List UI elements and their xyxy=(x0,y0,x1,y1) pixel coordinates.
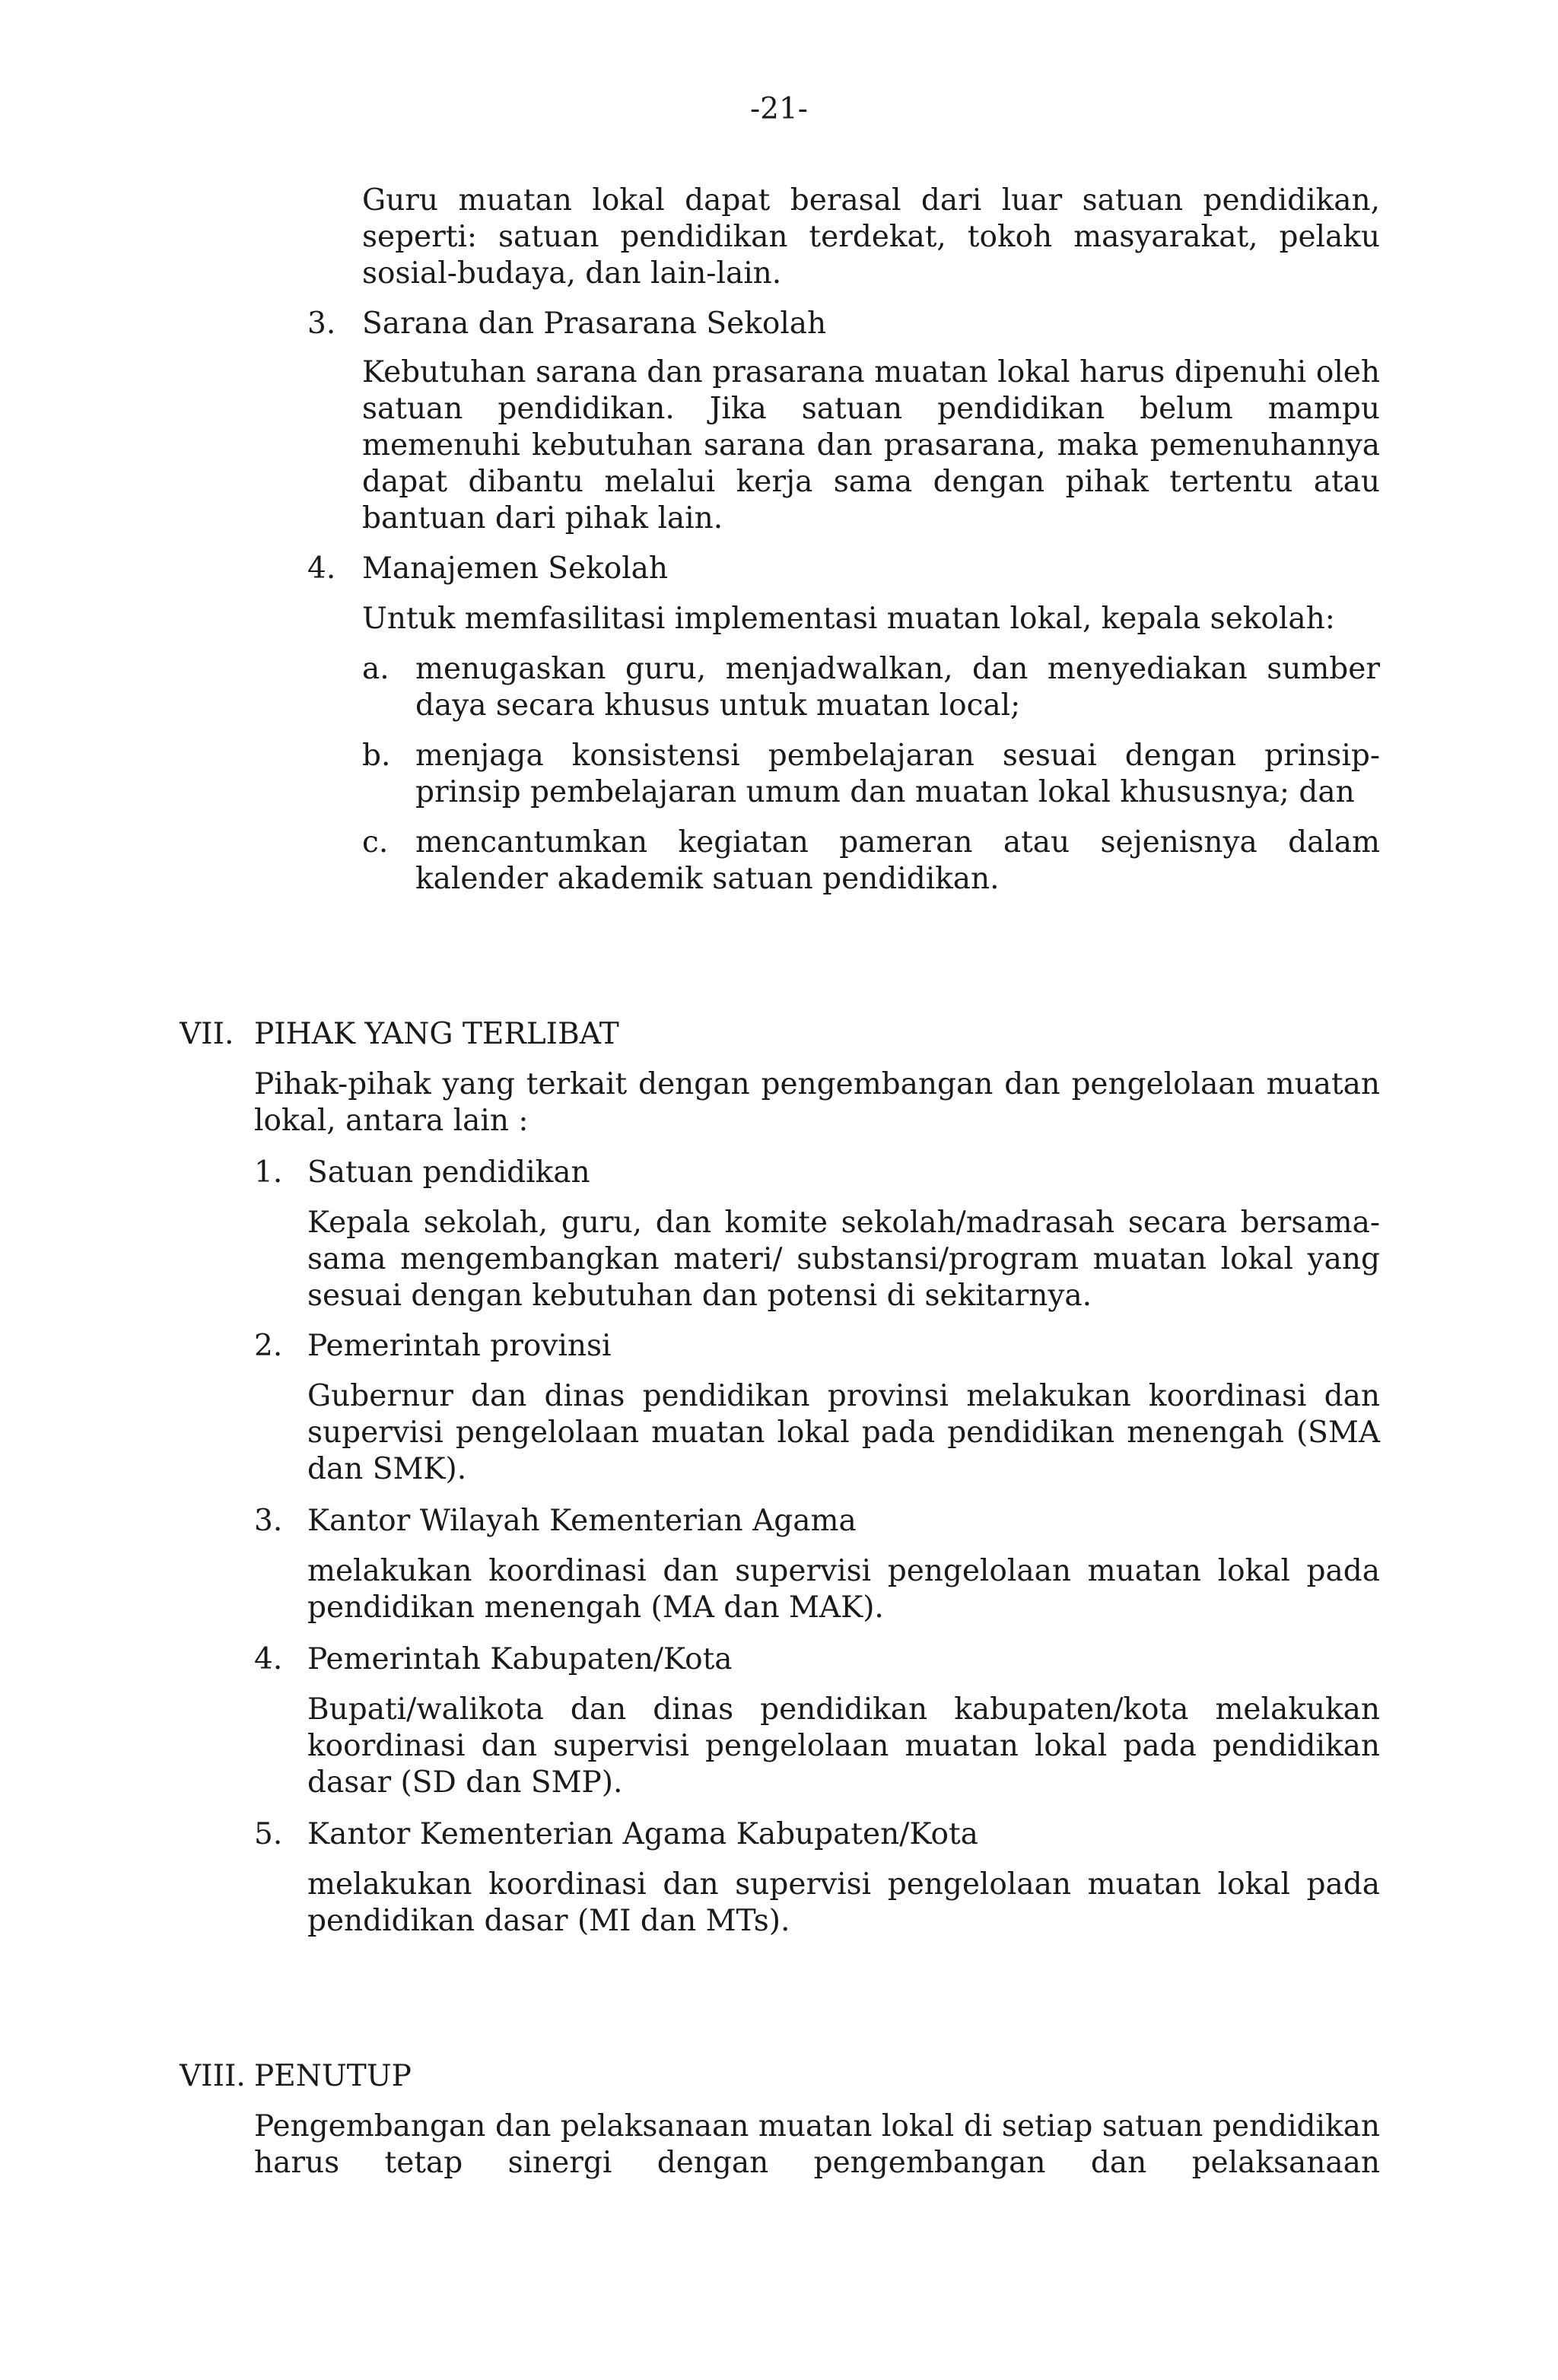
item-title: Pemerintah Kabupaten/Kota xyxy=(307,1642,733,1676)
subitem-text: menugaskan guru, menjadwalkan, dan menyediakan sumber daya secara khusus untuk muatan local; xyxy=(415,652,1380,723)
section-number: VII. xyxy=(180,1017,234,1051)
item-number: 4. xyxy=(254,1642,283,1676)
item-title: Pemerintah provinsi xyxy=(307,1329,612,1363)
closing-paragraph: Pengembangan dan pelaksanaan muatan lokal di setiap satuan pendidikan harus tetap sinergi dengan pengembangan dan pelaksanaan xyxy=(254,2109,1380,2180)
item-number: 5. xyxy=(254,1817,283,1851)
item-title: Sarana dan Prasarana Sekolah xyxy=(362,307,827,341)
section-heading: PENUTUP xyxy=(254,2059,412,2093)
item-number: 3. xyxy=(254,1504,283,1538)
page-number: -21- xyxy=(750,92,808,126)
item-title: Kantor Kementerian Agama Kabupaten/Kota xyxy=(307,1817,978,1851)
item-title: Kantor Wilayah Kementerian Agama xyxy=(307,1504,857,1538)
item-number: 1. xyxy=(254,1155,283,1190)
teacher-intro-paragraph: Guru muatan lokal dapat berasal dari luar satuan pendidikan, seperti: satuan pendidikan terdekat, tokoh masyarakat, pelaku sosial-budaya, dan lain-lain. xyxy=(362,183,1380,291)
subitem-letter: c. xyxy=(362,825,389,860)
subitem-letter: b. xyxy=(362,739,391,773)
item-paragraph: Bupati/walikota dan dinas pendidikan kabupaten/kota melakukan koordinasi dan supervisi pengelolaan muatan lokal pada pendidikan dasar (SD dan SMP). xyxy=(307,1692,1380,1800)
section-heading: PIHAK YANG TERLIBAT xyxy=(254,1017,619,1051)
item-paragraph: melakukan koordinasi dan supervisi pengelolaan muatan lokal pada pendidikan dasar (MI dan MTs). xyxy=(307,1867,1380,1938)
item-title: Satuan pendidikan xyxy=(307,1155,590,1190)
facilities-paragraph: Kebutuhan sarana dan prasarana muatan lokal harus dipenuhi oleh satuan pendidikan. Jika satuan pendidikan belum mampu memenuhi kebutuhan sarana dan prasarana, maka pemenuhannya dapat dibantu melalui kerja sama dengan pihak tertentu atau bantuan dari pihak lain. xyxy=(362,355,1380,535)
management-intro: Untuk memfasilitasi implementasi muatan lokal, kepala sekolah: xyxy=(362,602,1335,636)
item-title: Manajemen Sekolah xyxy=(362,551,669,586)
item-paragraph: Gubernur dan dinas pendidikan provinsi melakukan koordinasi dan supervisi pengelolaan muatan lokal pada pendidikan menengah (SMA dan SMK). xyxy=(307,1379,1380,1486)
section-intro-paragraph: Pihak-pihak yang terkait dengan pengembangan dan pengelolaan muatan lokal, antara lain : xyxy=(254,1067,1380,1138)
item-number: 3. xyxy=(307,307,336,341)
subitem-text: mencantumkan kegiatan pameran atau sejenisnya dalam kalender akademik satuan pendidikan. xyxy=(415,825,1380,896)
item-number: 2. xyxy=(254,1329,283,1363)
subitem-text: menjaga konsistensi pembelajaran sesuai dengan prinsip-prinsip pembelajaran umum dan muatan lokal khususnya; dan xyxy=(415,739,1380,809)
section-number: VIII. xyxy=(180,2059,246,2093)
item-paragraph: Kepala sekolah, guru, dan komite sekolah/madrasah secara bersama-sama mengembangkan materi/ substansi/program muatan lokal yang sesuai dengan kebutuhan dan potensi di sekitarnya. xyxy=(307,1206,1380,1313)
subitem-letter: a. xyxy=(362,652,390,686)
item-number: 4. xyxy=(307,551,336,586)
item-paragraph: melakukan koordinasi dan supervisi pengelolaan muatan lokal pada pendidikan menengah (MA dan MAK). xyxy=(307,1554,1380,1625)
